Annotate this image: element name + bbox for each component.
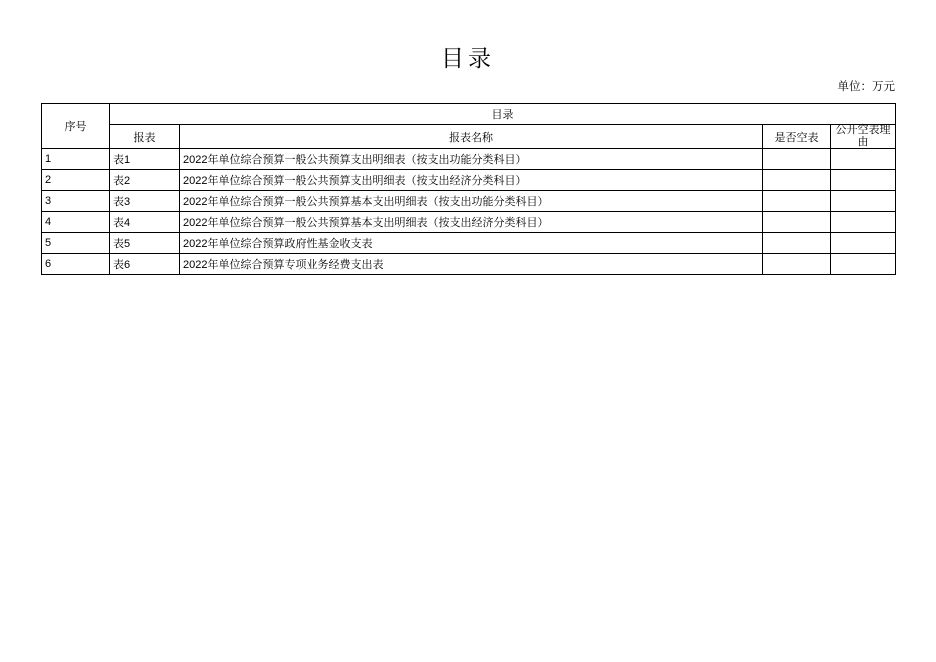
cell-seq: 3 [42,191,110,212]
cell-report-name: 2022年单位综合预算一般公共预算支出明细表（按支出功能分类科目） [180,149,763,170]
page-title: 目录 [441,45,495,71]
column-header-report-name: 报表名称 [180,125,763,149]
table-row [42,212,896,233]
cell-public-empty-reason [831,233,896,254]
table-header-row-2 [42,125,896,149]
cell-report: 表5 [110,233,180,254]
cell-report-name: 2022年单位综合预算专项业务经费支出表 [180,254,763,275]
cell-report: 表3 [110,191,180,212]
cell-seq: 6 [42,254,110,275]
cell-public-empty-reason [831,191,896,212]
cell-report: 表1 [110,149,180,170]
table-row [42,149,896,170]
cell-public-empty-reason [831,254,896,275]
cell-seq: 1 [42,149,110,170]
column-header-report: 报表 [110,125,180,149]
cell-seq: 2 [42,170,110,191]
table-header-row-1 [42,104,896,125]
cell-public-empty-reason [831,149,896,170]
cell-is-empty [763,149,831,170]
cell-public-empty-reason [831,212,896,233]
cell-report-name: 2022年单位综合预算一般公共预算支出明细表（按支出经济分类科目） [180,170,763,191]
cell-seq: 4 [42,212,110,233]
cell-report-name: 2022年单位综合预算一般公共预算基本支出明细表（按支出功能分类科目） [180,191,763,212]
cell-is-empty [763,170,831,191]
catalog-table [41,103,896,275]
cell-report: 表2 [110,170,180,191]
cell-is-empty [763,233,831,254]
table-row [42,254,896,275]
column-header-group-catalog: 目录 [110,104,896,125]
unit-note: 单位：万元 [837,81,895,93]
cell-report: 表6 [110,254,180,275]
cell-is-empty [763,254,831,275]
cell-report-name: 2022年单位综合预算政府性基金收支表 [180,233,763,254]
cell-report: 表4 [110,212,180,233]
cell-seq: 5 [42,233,110,254]
cell-is-empty [763,212,831,233]
cell-is-empty [763,191,831,212]
column-header-public-empty-reason: 公开空表理由 [831,125,896,149]
table-row [42,191,896,212]
table-row [42,233,896,254]
table-row [42,170,896,191]
column-header-seq: 序号 [42,104,110,149]
column-header-is-empty: 是否空表 [763,125,831,149]
cell-report-name: 2022年单位综合预算一般公共预算基本支出明细表（按支出经济分类科目） [180,212,763,233]
cell-public-empty-reason [831,170,896,191]
